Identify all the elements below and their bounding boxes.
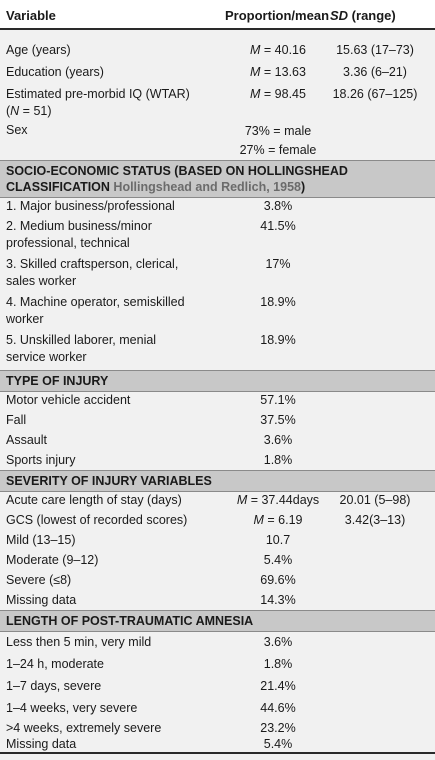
section-pta: LENGTH OF POST-TRAUMATIC AMNESIA [0,610,435,632]
table-header [0,0,435,30]
section-injury: TYPE OF INJURY [0,370,435,392]
section-severity: SEVERITY OF INJURY VARIABLES [0,470,435,492]
header-variable: Variable [6,8,56,23]
bottom-rule [0,752,435,754]
section-ses: SOCIO-ECONOMIC STATUS (BASED ON HOLLINGSHEAD CLASSIFICATION Hollingshead and Redlich, 1958) [0,160,435,198]
header-proportion: Proportion/mean [225,8,330,23]
demographics-table: Variable Proportion/mean SD (range) Age (years) M = 40.16 15.63 (17–73) Education (years) M = 13.63 3.36 (6–21) Estimated pre-morbid IQ (WTAR) (N = 51) M = 98.45 18.26 (67–125) Sex 73% = male 27% = female SOCIO-ECONOMIC STATUS (BASED ON HOLLINGSHEAD CLASSIFICATION Hollingshead and Redlich, 1958) 1. Major business/professional 3.8% 2. Medium business/minor professional, technical 41.5% 3. Skilled craftsperson, clerical, sales worker 17% 4. Machine operator, semiskilled worker 18.9% 5. Unskilled laborer, menial service worker 18.9% TYPE OF INJURY Motor vehicle accident 57.1% Fall 37.5% Assault 3.6% Sports injury 1.8% SEVERITY OF INJURY VARIABLES Acute care length of stay (days) M = 37.44days 20.01 (5–98) GCS (lowest of recorded scores) M = 6.19 3.42(3–13) Mild (13–15) 10.7 Moderate (9–12) 5.4% Severe (≤8) 69.6% Missing data 14.3% LENGTH OF POST-TRAUMATIC AMNESIA Less then 5 min, very mild 3.6% 1–24 h, moderate 1.8% 1–7 days, severe 21.4% 1–4 weeks, very severe 44.6% >4 weeks, extremely severe 23.2% Missing data 5.4% [0,0,435,760]
header-sd: SD (range) [330,8,396,23]
